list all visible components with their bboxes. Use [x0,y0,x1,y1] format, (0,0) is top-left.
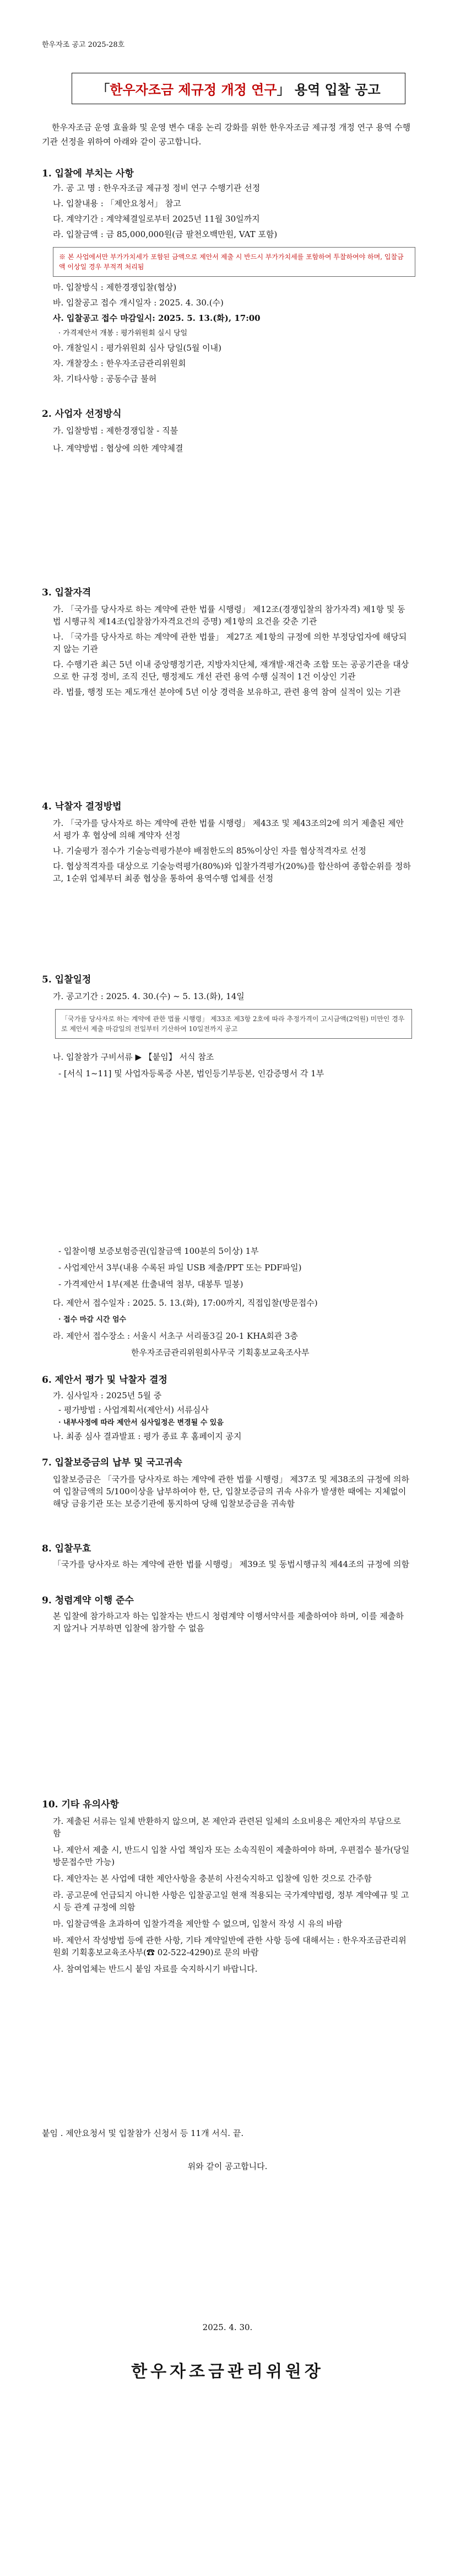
title-prefix: 「 [96,82,110,98]
submission-place-dept: 한우자조금관리위원회사무국 기획홍보교육조사부 [131,1348,310,1357]
deadline-item: 사. 입찰공고 접수 마감일시: 2025. 5. 13.(화), 17:00 [53,313,261,323]
list-item: 아. 개찰일시 : 평가위원회 심사 당일(5월 이내) [53,343,222,353]
list-item: - 입찰이행 보증보험증권(입찰금액 100분의 5이상) 1부 [58,1246,259,1256]
list-item: 차. 기타사항 : 공동수급 불허 [53,374,157,384]
list-item: 나. 최종 심사 결과발표 : 평가 종료 후 홈페이지 공지 [53,1431,242,1441]
list-item: 가. 입찰방법 : 제한경쟁입찰 - 직불 [53,426,178,436]
list-item: 나. 제안서 제출 시, 반드시 입찰 사업 책임자 또는 소속직원이 제출하여야 하며, 우편접수 불가(당일 방문접수만 가능) [53,1845,410,1867]
list-item: 다. 협상적격자를 대상으로 기술능력평가(80%)와 입찰가격평가(20%)를 합산하여 종합순위를 정하고, 1순위 업체부터 최종 협상을 통하여 용역수행 업체를 선정 [53,861,411,883]
list-item: 다. 수행기관 최근 5년 이내 중앙행정기관, 지방자치단체, 재개발·재건축 조합 또는 공공기관을 대상으로 한 규정 정비, 조직 진단, 행정제도 개선 관련 용역 수행 실적이 1건 이상인 기관 [53,659,409,681]
submission-date: 다. 제안서 접수일자 : 2025. 5. 13.(화), 17:00까지, 직접입찰(방문접수) [53,1298,318,1308]
section-10-heading: 10. 기타 유의사항 [42,1799,119,1810]
section-7-heading: 7. 입찰보증금의 납부 및 국고귀속 [42,1457,182,1468]
deadline-note: · 접수 마감 시간 엄수 [58,1316,127,1324]
section-10-list [53,1815,411,1979]
docs-list [58,1245,411,1295]
section-8-text: 「국가를 당사자로 하는 계약에 관한 법률 시행령」 제39조 및 동법시행규칙 제44조의 규정에 의함 [53,1559,410,1569]
notice-date: 2025. 4. 30. [202,2322,253,2332]
list-item: - 평가방법 : 사업계획서(제안서) 서류심사 [58,1405,209,1415]
list-item: · 내부사정에 따라 제안서 심사일정은 변경될 수 있음 [58,1419,224,1427]
section-8-heading: 8. 입찰무효 [42,1543,91,1554]
list-item: 바. 입찰공고 접수 개시일자 : 2025. 4. 30.(수) [53,298,224,308]
announce-period: 가. 공고기간 : 2025. 4. 30.(수) ~ 5. 13.(화), 14일 [53,991,245,1001]
list-item: 나. 「국가를 당사자로 하는 계약에 관한 법률」 제27조 제1항의 규정에 의한 부정당업자에 해당되지 않는 기관 [53,632,407,654]
issuer-name: 한우자조금관리위원장 [131,2362,324,2381]
list-item: 라. 법률, 행정 또는 제도개선 분야에 5년 이상 경력을 보유하고, 관련 용역 참여 실적이 있는 기관 [53,687,401,697]
list-item: - 사업제안서 3부(내용 수록된 파일 USB 제출/PPT 또는 PDF파일) [58,1263,302,1273]
list-item: 자. 개찰장소 : 한우자조금관리위원회 [53,358,186,368]
list-item: 나. 입찰내용 : 「제안요청서」 참고 [53,198,181,208]
list-item: 나. 기술평가 점수가 기술능력평가분야 배점한도의 85%이상인 자를 협상적격자로 선정 [53,846,366,856]
attachments-line: 붙임 . 제안요청서 및 입찰참가 신청서 등 11개 서식. 끝. [42,2128,244,2138]
section-7-text: 입찰보증금은 「국가를 당사자로 하는 계약에 관한 법률 시행령」 제37조 및 제38조의 규정에 의하여 입찰금액의 5/100이상을 납부하여야 한, 단, 입찰보증금의 귀속 사유가 발생한 때에는 지체없이 해당 금융기관 또는 보증기관에 통지하여 당해 입찰보증금을 귀속함 [53,1474,410,1509]
list-item: - 가격제안서 1부(제본 仕출내역 첨부, 대봉투 밀봉) [58,1279,243,1289]
list-item: 다. 제안자는 본 사업에 대한 제안사항을 충분히 사전숙지하고 입찰에 임한 것으로 간주함 [53,1874,372,1883]
announce-note-box: 「국가를 당사자로 하는 계약에 관한 법률 시행령」 제33조 제3항 2호에 따라 추정가격이 고시금액(2억원) 미만인 경우로 제안서 제출 마감일의 전일부터 기산하여 10일전까지 공고 [55,1009,412,1039]
section-1-list-2 [53,281,416,388]
section-2-list [53,425,416,460]
section-4-heading: 4. 낙찰자 결정방법 [42,801,122,812]
section-6-list [53,1389,411,1445]
page-title [72,73,405,104]
list-item: 가. 공 고 명 : 한우자조금 제규정 정비 연구 수행기관 선정 [53,183,261,193]
title-highlight: 한우자조금 제규정 개정 연구 [110,82,277,98]
section-9-heading: 9. 청렴계약 이행 준수 [42,1595,134,1606]
required-docs-heading: 나. 입찰참가 구비서류 ▶ 【붙임】 서식 참조 [53,1052,214,1062]
list-item: 다. 계약기간 : 계약체결일로부터 2025년 11월 30일까지 [53,214,260,224]
section-5-heading: 5. 입찰일정 [42,974,91,985]
section-3-heading: 3. 입찰자격 [42,587,91,598]
list-item: 마. 입찰방식 : 제한경쟁입찰(협상) [53,282,177,292]
notice-number: 한우자조 공고 2025-28호 [42,41,125,49]
list-item: 가. 심사일자 : 2025년 5월 중 [53,1391,162,1400]
list-item: 가. 제출된 서류는 일체 반환하지 않으며, 본 제안과 관련된 일체의 소요비용은 제안자의 부담으로 함 [53,1816,401,1838]
list-item: 사. 참여업체는 반드시 붙임 자료를 숙지하시기 바랍니다. [53,1964,258,1974]
list-item: 바. 제안서 작성방법 등에 관한 사항, 기타 계약일반에 관한 사항 등에 대해서는 : 한우자조금관리위원회 기획홍보교육조사부(☎ 02-522-4290)로 문의 바람 [53,1935,407,1957]
list-item: 마. 입찰금액을 초과하여 입찰가격을 제안할 수 없으며, 입찰서 작성 시 유의 바람 [53,1919,343,1929]
title-suffix: 」 용역 입찰 공고 [277,82,381,98]
section-1-list [53,182,416,244]
submission-place: 라. 제안서 접수장소 : 서울시 서초구 서리풀3길 20-1 KHA회관 3층 [53,1331,298,1341]
vat-note-box: ※ 본 사업에서만 부가가치세가 포함된 금액으로 제안서 제출 시 반드시 부가가치세를 포함하여 투찰하여야 하며, 입찰금액 이상일 경우 부적격 처리됨 [53,247,415,277]
list-item: 가. 「국가를 당사자로 하는 계약에 관한 법률 시행령」 제43조 및 제43조의2에 의거 제출된 제안서 평가 후 협상에 의해 계약자 선정 [53,818,404,840]
section-6-heading: 6. 제안서 평가 및 낙찰자 결정 [42,1375,167,1386]
list-item: 나. 계약방법 : 협상에 의한 계약체결 [53,443,183,453]
list-item: 가. 「국가를 당사자로 하는 계약에 관한 법률 시행령」 제12조(경쟁입찰의 참가자격) 제1항 및 동법 시행규칙 제14조(입찰참가자격요건의 증명) 제1항의 요건을 갖춘 기관 [53,604,405,626]
section-3-list [53,603,411,701]
section-1-heading: 1. 입찰에 부치는 사항 [42,168,134,179]
closing-line: 위와 같이 공고합니다. [187,2161,268,2171]
intro-text: 한우자조금 운영 효율화 및 운영 변수 대응 논리 강화를 위한 한우자조금 제규정 개정 연구 용역 수행기관 선정을 위하여 아래와 같이 공고합니다. [42,122,411,147]
list-item: · 가격제안서 개봉 : 평가위원회 실시 당일 [58,329,188,337]
list-item: 라. 입찰금액 : 금 85,000,000원(금 팔천오백만원, VAT 포함) [53,229,278,239]
section-9-text: 본 입찰에 참가하고자 하는 입찰자는 반드시 청렴계약 이행서약서를 제출하여야 하며, 이를 제출하지 않거나 거부하면 입찰에 참가할 수 없음 [53,1611,404,1633]
list-item: 라. 공고문에 언급되지 아니한 사항은 입찰공고일 현재 적용되는 국가계약법령, 정부 계약예규 및 고시 등 관계 규정에 의함 [53,1890,409,1912]
section-4-list [53,817,411,888]
required-docs-sub: - [서식 1~11] 및 사업자등록증 사본, 법인등기부등본, 인감증명서 각 1부 [58,1069,324,1078]
section-2-heading: 2. 사업자 선정방식 [42,409,122,420]
